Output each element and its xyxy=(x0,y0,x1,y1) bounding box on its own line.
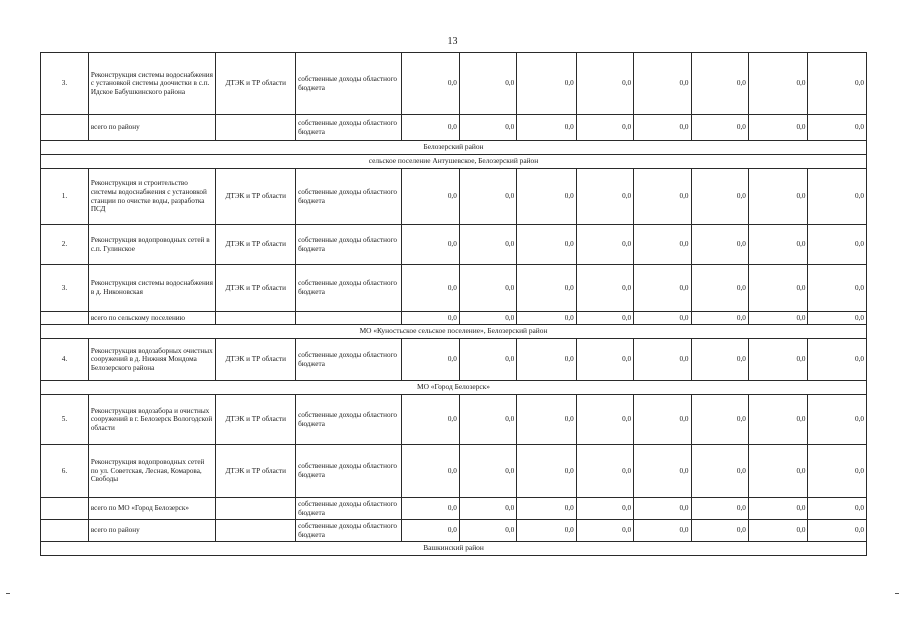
measure-name: Реконструкция водозаборных очистных сооружений в д. Нижняя Мондома Белозерского района xyxy=(88,339,216,381)
value-cell: 0,0 xyxy=(691,115,748,141)
section-header-row xyxy=(41,141,867,155)
funding-source: собственные доходы областного бюджета xyxy=(296,498,402,520)
measure-name: Реконструкция водопроводных сетей в с.п. Гулинское xyxy=(88,225,216,265)
section-header-row xyxy=(41,155,867,169)
value-cell: 0,0 xyxy=(808,265,867,312)
row-number xyxy=(41,520,89,542)
executor xyxy=(216,312,296,325)
value-cell: 0,0 xyxy=(402,445,459,498)
value-cell: 0,0 xyxy=(748,520,808,542)
value-cell: 0,0 xyxy=(634,169,691,225)
value-cell: 0,0 xyxy=(691,312,748,325)
value-cell: 0,0 xyxy=(459,225,516,265)
measure-name: Реконструкция водопроводных сетей по ул. Советская, Лесная, Комарова, Свободы xyxy=(88,445,216,498)
funding-source: собственные доходы областного бюджета xyxy=(296,395,402,445)
value-cell: 0,0 xyxy=(517,312,577,325)
row-number: 6. xyxy=(41,445,89,498)
value-cell: 0,0 xyxy=(576,115,633,141)
value-cell: 0,0 xyxy=(808,445,867,498)
section-title: МО «Куностьское сельское поселение», Белозерский район xyxy=(41,325,867,339)
executor: ДТЭК и ТР области xyxy=(216,445,296,498)
value-cell: 0,0 xyxy=(808,395,867,445)
value-cell: 0,0 xyxy=(691,520,748,542)
value-cell: 0,0 xyxy=(459,265,516,312)
value-cell: 0,0 xyxy=(576,312,633,325)
page-edge-mark-left xyxy=(6,593,10,594)
value-cell: 0,0 xyxy=(808,53,867,115)
funding-source: собственные доходы областного бюджета xyxy=(296,265,402,312)
value-cell: 0,0 xyxy=(459,520,516,542)
measure-name: Реконструкция системы водоснабжения в д. Никоновская xyxy=(88,265,216,312)
value-cell: 0,0 xyxy=(634,395,691,445)
section-title: Вашкинский район xyxy=(41,542,867,556)
row-number: 3. xyxy=(41,265,89,312)
value-cell: 0,0 xyxy=(576,225,633,265)
value-cell: 0,0 xyxy=(517,339,577,381)
measure-name: Реконструкция системы водоснабжения с установкой системы доочистки в с.п. Идское Бабушкинского района xyxy=(88,53,216,115)
value-cell: 0,0 xyxy=(402,395,459,445)
row-number: 5. xyxy=(41,395,89,445)
measure-name: всего по району xyxy=(88,115,216,141)
value-cell: 0,0 xyxy=(402,339,459,381)
value-cell: 0,0 xyxy=(459,53,516,115)
measure-name: Реконструкция и строительство системы водоснабжения с установкой станции по очистке воды, разработка ПСД xyxy=(88,169,216,225)
value-cell: 0,0 xyxy=(402,520,459,542)
value-cell: 0,0 xyxy=(691,339,748,381)
table-row xyxy=(41,169,867,225)
value-cell: 0,0 xyxy=(576,445,633,498)
table-row xyxy=(41,312,867,325)
value-cell: 0,0 xyxy=(634,312,691,325)
value-cell: 0,0 xyxy=(459,115,516,141)
measure-name: всего по сельскому поселению xyxy=(88,312,216,325)
value-cell: 0,0 xyxy=(517,53,577,115)
value-cell: 0,0 xyxy=(748,169,808,225)
value-cell: 0,0 xyxy=(634,53,691,115)
value-cell: 0,0 xyxy=(402,312,459,325)
section-title: МО «Город Белозерск» xyxy=(41,381,867,395)
executor xyxy=(216,115,296,141)
row-number: 2. xyxy=(41,225,89,265)
funding-source: собственные доходы областного бюджета xyxy=(296,339,402,381)
value-cell: 0,0 xyxy=(748,395,808,445)
value-cell: 0,0 xyxy=(634,498,691,520)
funding-source: собственные доходы областного бюджета xyxy=(296,53,402,115)
value-cell: 0,0 xyxy=(459,169,516,225)
value-cell: 0,0 xyxy=(808,312,867,325)
section-header-row xyxy=(41,381,867,395)
table-row xyxy=(41,265,867,312)
value-cell: 0,0 xyxy=(691,265,748,312)
table-row xyxy=(41,520,867,542)
value-cell: 0,0 xyxy=(402,115,459,141)
executor: ДТЭК и ТР области xyxy=(216,53,296,115)
value-cell: 0,0 xyxy=(691,395,748,445)
section-title: Белозерский район xyxy=(41,141,867,155)
value-cell: 0,0 xyxy=(459,312,516,325)
page-number: 13 xyxy=(447,36,458,47)
value-cell: 0,0 xyxy=(402,169,459,225)
value-cell: 0,0 xyxy=(634,520,691,542)
table-row xyxy=(41,115,867,141)
value-cell: 0,0 xyxy=(576,53,633,115)
value-cell: 0,0 xyxy=(402,53,459,115)
value-cell: 0,0 xyxy=(808,339,867,381)
value-cell: 0,0 xyxy=(576,395,633,445)
value-cell: 0,0 xyxy=(576,265,633,312)
table-row xyxy=(41,339,867,381)
table-row xyxy=(41,395,867,445)
value-cell: 0,0 xyxy=(517,225,577,265)
row-number: 4. xyxy=(41,339,89,381)
value-cell: 0,0 xyxy=(517,498,577,520)
section-title: сельское поселение Антушевское, Белозерский район xyxy=(41,155,867,169)
value-cell: 0,0 xyxy=(808,115,867,141)
value-cell: 0,0 xyxy=(517,169,577,225)
value-cell: 0,0 xyxy=(808,169,867,225)
funding-source: собственные доходы областного бюджета xyxy=(296,445,402,498)
budget-table xyxy=(40,52,867,556)
value-cell: 0,0 xyxy=(459,395,516,445)
value-cell: 0,0 xyxy=(459,498,516,520)
value-cell: 0,0 xyxy=(691,169,748,225)
value-cell: 0,0 xyxy=(634,339,691,381)
table-row xyxy=(41,498,867,520)
value-cell: 0,0 xyxy=(691,53,748,115)
value-cell: 0,0 xyxy=(808,498,867,520)
funding-source: собственные доходы областного бюджета xyxy=(296,115,402,141)
measure-name: всего по МО «Город Белозерск» xyxy=(88,498,216,520)
value-cell: 0,0 xyxy=(576,520,633,542)
value-cell: 0,0 xyxy=(748,265,808,312)
value-cell: 0,0 xyxy=(634,115,691,141)
measure-name: Реконструкция водозабора и очистных сооружений в г. Белозерск Вологодской области xyxy=(88,395,216,445)
value-cell: 0,0 xyxy=(748,445,808,498)
table-row xyxy=(41,445,867,498)
funding-source: собственные доходы областного бюджета xyxy=(296,169,402,225)
executor: ДТЭК и ТР области xyxy=(216,339,296,381)
page-edge-mark-right xyxy=(895,593,899,594)
value-cell: 0,0 xyxy=(634,265,691,312)
value-cell: 0,0 xyxy=(634,225,691,265)
row-number xyxy=(41,115,89,141)
row-number: 3. xyxy=(41,53,89,115)
value-cell: 0,0 xyxy=(748,312,808,325)
executor: ДТЭК и ТР области xyxy=(216,169,296,225)
section-header-row xyxy=(41,542,867,556)
value-cell: 0,0 xyxy=(517,265,577,312)
value-cell: 0,0 xyxy=(748,115,808,141)
value-cell: 0,0 xyxy=(748,53,808,115)
value-cell: 0,0 xyxy=(576,498,633,520)
value-cell: 0,0 xyxy=(459,339,516,381)
table-row xyxy=(41,225,867,265)
value-cell: 0,0 xyxy=(691,498,748,520)
value-cell: 0,0 xyxy=(808,225,867,265)
value-cell: 0,0 xyxy=(691,225,748,265)
executor xyxy=(216,520,296,542)
executor: ДТЭК и ТР области xyxy=(216,265,296,312)
section-header-row xyxy=(41,325,867,339)
value-cell: 0,0 xyxy=(576,339,633,381)
funding-source: собственные доходы областного бюджета xyxy=(296,225,402,265)
funding-source: собственные доходы областного бюджета xyxy=(296,520,402,542)
value-cell: 0,0 xyxy=(634,445,691,498)
value-cell: 0,0 xyxy=(517,520,577,542)
value-cell: 0,0 xyxy=(517,395,577,445)
measure-name: всего по району xyxy=(88,520,216,542)
funding-source xyxy=(296,312,402,325)
row-number xyxy=(41,498,89,520)
table-row xyxy=(41,53,867,115)
value-cell: 0,0 xyxy=(402,498,459,520)
value-cell: 0,0 xyxy=(691,445,748,498)
value-cell: 0,0 xyxy=(517,115,577,141)
value-cell: 0,0 xyxy=(748,225,808,265)
value-cell: 0,0 xyxy=(402,265,459,312)
value-cell: 0,0 xyxy=(576,169,633,225)
executor: ДТЭК и ТР области xyxy=(216,225,296,265)
table-body xyxy=(41,53,867,556)
value-cell: 0,0 xyxy=(517,445,577,498)
value-cell: 0,0 xyxy=(402,225,459,265)
row-number: 1. xyxy=(41,169,89,225)
executor xyxy=(216,498,296,520)
value-cell: 0,0 xyxy=(808,520,867,542)
value-cell: 0,0 xyxy=(748,339,808,381)
executor: ДТЭК и ТР области xyxy=(216,395,296,445)
row-number xyxy=(41,312,89,325)
value-cell: 0,0 xyxy=(459,445,516,498)
value-cell: 0,0 xyxy=(748,498,808,520)
